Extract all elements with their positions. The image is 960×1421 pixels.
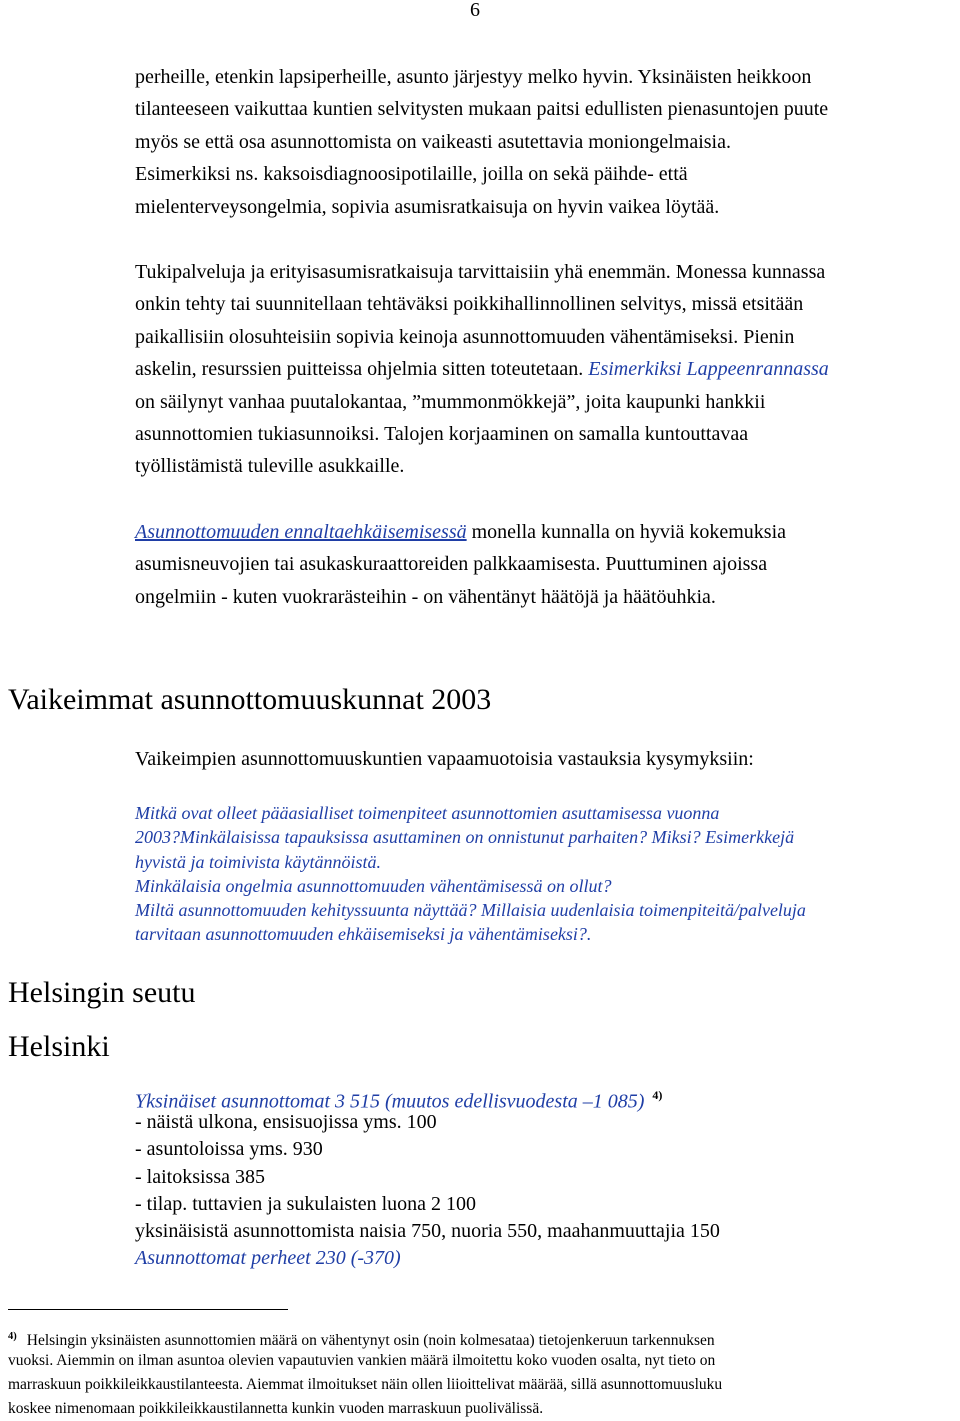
question-line: Minkälaisia ongelmia asunnottomuuden vähentämisessä on ollut? [135,875,612,896]
paragraph-housing-situation [135,61,960,223]
text-line: on säilynyt vanhaa puutalokantaa, ”mummonmökkejä”, joita kaupunki hankkii [135,390,766,413]
text-segment: askelin, resurssien puitteissa ohjelmia sitten toteutetaan. [135,358,584,381]
prevention-highlight: Asunnottomuuden ennaltaehkäisemisessä [135,521,467,543]
text-line: paikallisiin olosuhteisiin sopivia keinoja asunnottomuuden vähentämiseksi. Pienin [135,325,795,348]
text-line: ongelmiin - kuten vuokrarästeihin - on vähentänyt häätöjä ja häätöuhkia. [135,585,716,608]
stats-line: - asuntoloissa yms. 930 [135,1138,323,1161]
single-homeless-total: Yksinäiset asunnottomat 3 515 (muutos edellisvuodesta –1 085) [135,1090,645,1113]
footnote [8,1325,722,1421]
text-line: onkin tehty tai suunnitellaan tehtäväksi poikkihallinnollinen selvitys, missä etsitään [135,293,804,316]
section-heading: Vaikeimmat asunnottomuuskunnat 2003 [8,683,492,716]
stats-line: - tilap. tuttavien ja sukulaisten luona 2 100 [135,1192,477,1215]
text-line: asunnottomien tukiasunnoiksi. Talojen korjaaminen on samalla kuntouttavaa [135,422,749,445]
city-heading: Helsinki [8,1030,110,1063]
region-heading: Helsingin seutu [8,976,196,1009]
footnote-line: vuoksi. Aiemmin on ilman asuntoa olevien vapautuvien vankien määrä ilmoitettu koko vuoden osalta, nyt tieto on [8,1352,716,1369]
homeless-families: Asunnottomat perheet 230 (-370) [135,1247,401,1270]
questions-intro: Vaikeimpien asunnottomuuskuntien vapaamuotoisia vastauksia kysymyksiin: [135,748,754,770]
stats-line: - näistä ulkona, ensisuojissa yms. 100 [135,1111,437,1134]
footnote-line: marraskuun poikkileikkaustilanteesta. Aiemmat ilmoitukset näin ollen liioittelivat määrää, sillä asunnottomuusluku [8,1376,723,1393]
footnote-line [8,1325,722,1349]
lappeenranta-example-highlight: Esimerkiksi Lappeenrannassa [588,358,829,381]
text-line [135,353,960,385]
paragraph-prevention [135,516,960,613]
footnote-mark: 4) [8,1331,17,1342]
stats-line: yksinäisistä asunnottomista naisia 750, nuoria 550, maahanmuuttajia 150 [135,1219,720,1242]
question-line: tarvitaan asunnottomuuden ehkäisemiseksi ja vähentämiseksi?. [135,924,592,945]
text-line: mielenterveysongelmia, sopivia asumisratkaisuja on hyvin vaikea löytää. [135,195,720,218]
paragraph-support-services [135,256,960,483]
text-line: tilanteeseen vaikuttaa kuntien selvitysten mukaan paitsi edullisten pienasuntojen puute [135,98,829,121]
footnote-text: Helsingin yksinäisten asunnottomien määrä on vähentynyt osin (noin kolmesataa) tietojenkeruun tarkennuksen [26,1331,715,1349]
text-line: Tukipalveluja ja erityisasumisratkaisuja tarvittaisiin yhä enemmän. Monessa kunnassa [135,261,826,283]
question-line: Mitkä ovat olleet pääasialliset toimenpiteet asunnottomien asuttamisessa vuonna [135,803,720,823]
text-line: perheille, etenkin lapsiperheille, asunto järjestyy melko hyvin. Yksinäisten heikkoon [135,66,812,88]
survey-questions [135,801,806,947]
footnote-reference: 4) [652,1088,663,1102]
page-number: 6 [470,0,480,21]
text-line: työllistämistä tuleville asukkaille. [135,455,405,478]
stats-line: - laitoksissa 385 [135,1165,265,1188]
helsinki-statistics [135,1082,720,1272]
footnote-separator [8,1309,288,1310]
text-line: myös se että osa asunnottomista on vaikeasti asutettavia moniongelmaisia. [135,130,731,153]
stats-title-line [135,1082,720,1113]
footnote-line: koskee nimenomaan poikkileikkaustilannetta kunkin vuoden marraskuun puolivälissä. [8,1400,544,1417]
question-line: 2003?Minkälaisissa tapauksissa asuttaminen on onnistunut parhaiten? Miksi? Esimerkkejä [135,827,795,848]
text-line [135,516,960,548]
text-line: Esimerkiksi ns. kaksoisdiagnoosipotilaille, joilla on sekä päihde- että [135,163,688,186]
question-line: hyvistä ja toimivista käytännöistä. [135,851,381,872]
question-line: Miltä asunnottomuuden kehityssuunta näyttää? Millaisia uudenlaisia toimenpiteitä/palveluja [135,900,806,921]
text-line: asumisneuvojien tai asukaskuraattoreiden palkkaamisesta. Puuttuminen ajoissa [135,553,768,576]
text-segment: monella kunnalla on hyviä kokemuksia [466,521,786,543]
